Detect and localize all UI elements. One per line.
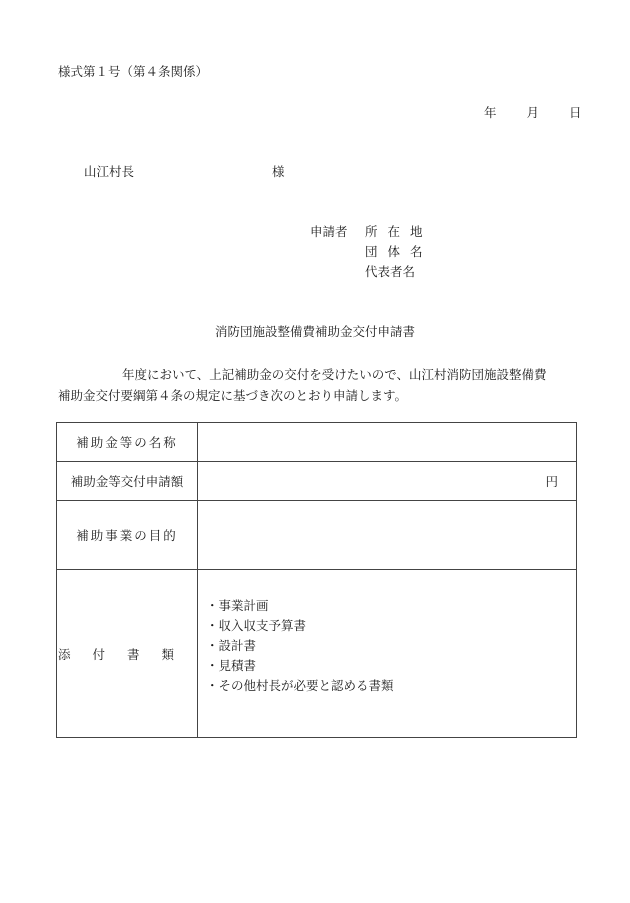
list-item: ・見積書 [206, 657, 257, 673]
body-line-1: 年度において、上記補助金の交付を受けたいので、山江村消防団施設整備費 [122, 367, 547, 382]
applicant-organization-label: 団 体 名 [365, 244, 426, 259]
list-item: ・事業計画 [206, 597, 269, 613]
application-amount-label: 補助金等交付申請額 [57, 462, 198, 501]
table-row [57, 501, 577, 570]
date-month: 月 [526, 105, 540, 120]
attachments-list [198, 596, 558, 696]
table-row [57, 423, 577, 462]
date-year: 年 [484, 105, 497, 120]
body-text [58, 364, 578, 406]
application-amount-field[interactable] [198, 462, 577, 501]
table-row [57, 462, 577, 501]
list-item: ・設計書 [206, 637, 257, 653]
subsidy-name-label: 補助金等の名称 [57, 423, 198, 462]
form-number: 様式第１号（第４条関係） [58, 64, 209, 79]
addressee-name: 山江村長 [84, 164, 135, 179]
project-purpose-field[interactable] [198, 501, 577, 570]
application-table [56, 422, 577, 738]
attachments-cell [198, 570, 577, 738]
project-purpose-label: 補助事業の目的 [57, 501, 198, 570]
date-day: 日 [569, 105, 582, 120]
document-title: 消防団施設整備費補助金交付申請書 [214, 324, 415, 339]
table-row [57, 570, 577, 738]
body-line-2: 補助金交付要綱第４条の規定に基づき次のとおり申請します。 [58, 388, 408, 403]
subsidy-name-field[interactable] [198, 423, 577, 462]
attachments-label: 添付書類 [57, 570, 198, 738]
applicant-address-label: 所 在 地 [365, 224, 426, 239]
list-item: ・収入収支予算書 [206, 617, 307, 633]
applicant-label: 申請者 [310, 224, 348, 239]
date-line [484, 107, 582, 120]
addressee-suffix: 様 [272, 164, 285, 179]
list-item: ・その他村長が必要と認める書類 [206, 677, 394, 693]
applicant-representative-label: 代表者名 [365, 264, 416, 279]
yen-unit: 円 [545, 474, 558, 489]
